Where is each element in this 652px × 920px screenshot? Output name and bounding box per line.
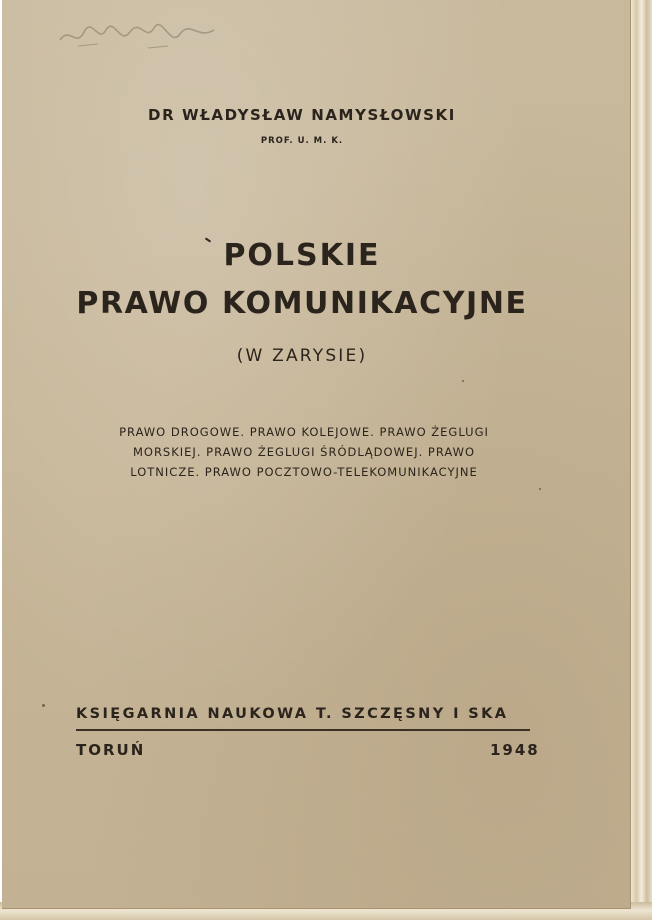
- divider-rule: [76, 729, 530, 731]
- scope-line: MORSKIEJ. PRAWO ŻEGLUGI ŚRÓDLĄDOWEJ. PRAWO: [132, 445, 476, 459]
- scope-line: LOTNICZE. PRAWO POCZTOWO-TELEKOMUNIKACYJNE: [130, 465, 478, 479]
- subtitle: (W ZARYSIE): [236, 346, 368, 366]
- title-line-2: PRAWO KOMUNIKACYJNE: [76, 286, 528, 321]
- title-line-1: POLSKIE: [223, 238, 381, 273]
- publisher-name: KSIĘGARNIA NAUKOWA T. SZCZĘSNY I SKA: [76, 706, 509, 722]
- author-name: DR WŁADYSŁAW NAMYSŁOWSKI: [148, 106, 456, 124]
- scope-description: [76, 422, 532, 482]
- scope-line: PRAWO DROGOWE. PRAWO KOLEJOWE. PRAWO ŻEGLUGI: [119, 425, 489, 439]
- paper-speck: [42, 704, 45, 707]
- publication-place: TORUŃ: [76, 741, 146, 759]
- author-title: PROF. U. M. K.: [260, 136, 344, 146]
- publication-year: 1948: [490, 741, 540, 759]
- paper-speck: [539, 488, 541, 490]
- handwritten-pencil-note: [58, 18, 218, 54]
- paper-speck: [462, 380, 464, 382]
- book-cover: [2, 0, 631, 909]
